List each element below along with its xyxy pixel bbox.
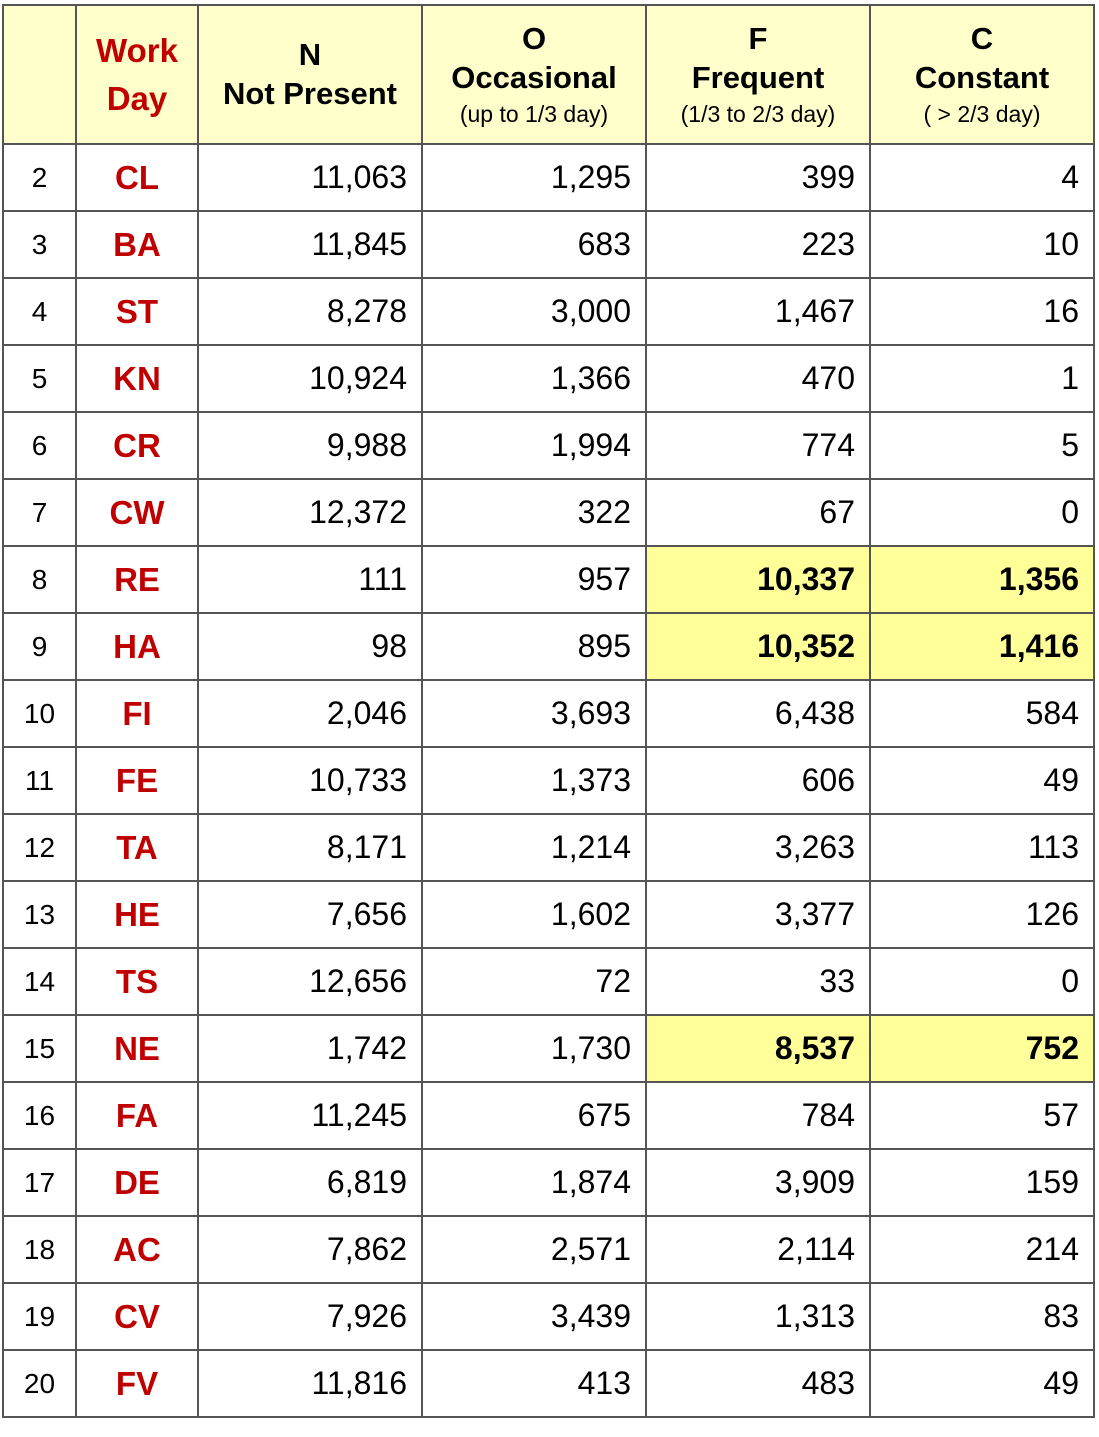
row-index: 3 xyxy=(3,211,76,278)
column-code: C xyxy=(970,21,994,57)
work-day-header xyxy=(76,5,198,144)
row-index: 15 xyxy=(3,1015,76,1082)
column-name: Not Present xyxy=(223,75,397,111)
table-row xyxy=(3,144,1094,211)
constant-value: 1,416 xyxy=(870,613,1094,680)
row-index: 5 xyxy=(3,345,76,412)
row-index: 2 xyxy=(3,144,76,211)
occasional-value: 675 xyxy=(422,1082,646,1149)
column-subtitle: (up to 1/3 day) xyxy=(459,100,609,127)
not-present-value: 7,862 xyxy=(198,1216,422,1283)
row-index: 19 xyxy=(3,1283,76,1350)
column-subtitle: ( > 2/3 day) xyxy=(923,100,1041,127)
not-present-value: 7,656 xyxy=(198,881,422,948)
constant-value: 83 xyxy=(870,1283,1094,1350)
table-row xyxy=(3,345,1094,412)
work-day-code: CV xyxy=(76,1283,198,1350)
occasional-header xyxy=(422,5,646,144)
frequent-value: 606 xyxy=(646,747,870,814)
row-index: 12 xyxy=(3,814,76,881)
constant-value: 1 xyxy=(870,345,1094,412)
work-day-code: FV xyxy=(76,1350,198,1417)
not-present-value: 12,372 xyxy=(198,479,422,546)
occasional-value: 3,693 xyxy=(422,680,646,747)
column-code: O xyxy=(521,21,547,57)
frequent-value: 3,909 xyxy=(646,1149,870,1216)
row-index: 20 xyxy=(3,1350,76,1417)
occasional-value: 1,730 xyxy=(422,1015,646,1082)
work-day-code: NE xyxy=(76,1015,198,1082)
occasional-value: 1,295 xyxy=(422,144,646,211)
work-day-code: HE xyxy=(76,881,198,948)
work-day-code: CR xyxy=(76,412,198,479)
constant-value: 584 xyxy=(870,680,1094,747)
frequent-value: 10,337 xyxy=(646,546,870,613)
table-row xyxy=(3,948,1094,1015)
not-present-value: 9,988 xyxy=(198,412,422,479)
occasional-value: 895 xyxy=(422,613,646,680)
row-index: 7 xyxy=(3,479,76,546)
constant-value: 159 xyxy=(870,1149,1094,1216)
not-present-value: 2,046 xyxy=(198,680,422,747)
work-day-code: TS xyxy=(76,948,198,1015)
frequent-value: 3,377 xyxy=(646,881,870,948)
table-row xyxy=(3,1216,1094,1283)
occasional-value: 2,571 xyxy=(422,1216,646,1283)
frequent-value: 67 xyxy=(646,479,870,546)
not-present-value: 7,926 xyxy=(198,1283,422,1350)
not-present-value: 1,742 xyxy=(198,1015,422,1082)
frequent-value: 10,352 xyxy=(646,613,870,680)
occasional-value: 1,214 xyxy=(422,814,646,881)
table-row xyxy=(3,546,1094,613)
table-row xyxy=(3,412,1094,479)
frequent-value: 399 xyxy=(646,144,870,211)
work-day-code: AC xyxy=(76,1216,198,1283)
column-subtitle: (1/3 to 2/3 day) xyxy=(680,100,836,127)
row-index: 16 xyxy=(3,1082,76,1149)
occasional-value: 3,439 xyxy=(422,1283,646,1350)
occasional-value: 1,373 xyxy=(422,747,646,814)
table-row xyxy=(3,1149,1094,1216)
row-index: 11 xyxy=(3,747,76,814)
occasional-value: 1,366 xyxy=(422,345,646,412)
not-present-value: 98 xyxy=(198,613,422,680)
work-day-code: KN xyxy=(76,345,198,412)
constant-value: 1,356 xyxy=(870,546,1094,613)
frequent-value: 33 xyxy=(646,948,870,1015)
work-day-code: FA xyxy=(76,1082,198,1149)
occasional-value: 1,874 xyxy=(422,1149,646,1216)
frequent-value: 6,438 xyxy=(646,680,870,747)
frequent-value: 8,537 xyxy=(646,1015,870,1082)
occasional-value: 1,602 xyxy=(422,881,646,948)
constant-value: 49 xyxy=(870,747,1094,814)
not-present-value: 11,245 xyxy=(198,1082,422,1149)
row-index: 10 xyxy=(3,680,76,747)
frequent-value: 3,263 xyxy=(646,814,870,881)
table-row xyxy=(3,1082,1094,1149)
row-index: 8 xyxy=(3,546,76,613)
not-present-value: 11,816 xyxy=(198,1350,422,1417)
constant-header xyxy=(870,5,1094,144)
table-row xyxy=(3,479,1094,546)
frequent-value: 223 xyxy=(646,211,870,278)
table-row xyxy=(3,1350,1094,1417)
not-present-header xyxy=(198,5,422,144)
frequent-value: 774 xyxy=(646,412,870,479)
column-code: N xyxy=(298,36,322,72)
occasional-value: 1,994 xyxy=(422,412,646,479)
work-day-header-line1: Work xyxy=(96,31,178,69)
column-name: Frequent xyxy=(691,60,825,96)
row-index: 9 xyxy=(3,613,76,680)
table-row xyxy=(3,1283,1094,1350)
work-day-code: FE xyxy=(76,747,198,814)
work-day-code: RE xyxy=(76,546,198,613)
not-present-value: 10,924 xyxy=(198,345,422,412)
occasional-value: 3,000 xyxy=(422,278,646,345)
constant-value: 10 xyxy=(870,211,1094,278)
row-index: 14 xyxy=(3,948,76,1015)
table-row xyxy=(3,211,1094,278)
column-name: Constant xyxy=(914,60,1050,96)
occasional-value: 72 xyxy=(422,948,646,1015)
work-day-code: CL xyxy=(76,144,198,211)
constant-value: 126 xyxy=(870,881,1094,948)
frequent-value: 483 xyxy=(646,1350,870,1417)
not-present-value: 8,278 xyxy=(198,278,422,345)
work-day-code: HA xyxy=(76,613,198,680)
table-row xyxy=(3,881,1094,948)
constant-value: 0 xyxy=(870,948,1094,1015)
not-present-value: 12,656 xyxy=(198,948,422,1015)
occasional-value: 322 xyxy=(422,479,646,546)
frequent-value: 2,114 xyxy=(646,1216,870,1283)
not-present-value: 6,819 xyxy=(198,1149,422,1216)
work-day-code: ST xyxy=(76,278,198,345)
row-index: 18 xyxy=(3,1216,76,1283)
work-day-header-line2: Day xyxy=(106,79,168,117)
frequent-value: 784 xyxy=(646,1082,870,1149)
constant-value: 49 xyxy=(870,1350,1094,1417)
not-present-value: 111 xyxy=(198,546,422,613)
frequent-value: 1,467 xyxy=(646,278,870,345)
table-row xyxy=(3,814,1094,881)
table-row xyxy=(3,278,1094,345)
constant-value: 752 xyxy=(870,1015,1094,1082)
constant-value: 4 xyxy=(870,144,1094,211)
not-present-value: 11,845 xyxy=(198,211,422,278)
table-row xyxy=(3,747,1094,814)
work-day-code: CW xyxy=(76,479,198,546)
not-present-value: 10,733 xyxy=(198,747,422,814)
index-header xyxy=(3,5,76,144)
not-present-value: 8,171 xyxy=(198,814,422,881)
column-name: Occasional xyxy=(451,60,617,96)
occasional-value: 683 xyxy=(422,211,646,278)
work-day-code: FI xyxy=(76,680,198,747)
row-index: 17 xyxy=(3,1149,76,1216)
occasional-value: 957 xyxy=(422,546,646,613)
row-index: 13 xyxy=(3,881,76,948)
not-present-value: 11,063 xyxy=(198,144,422,211)
constant-value: 57 xyxy=(870,1082,1094,1149)
table-row xyxy=(3,680,1094,747)
row-index: 4 xyxy=(3,278,76,345)
work-day-code: BA xyxy=(76,211,198,278)
occasional-value: 413 xyxy=(422,1350,646,1417)
column-code: F xyxy=(748,21,768,57)
row-index: 6 xyxy=(3,412,76,479)
constant-value: 0 xyxy=(870,479,1094,546)
frequent-value: 470 xyxy=(646,345,870,412)
work-day-code: TA xyxy=(76,814,198,881)
frequency-table xyxy=(2,4,1095,1418)
frequent-value: 1,313 xyxy=(646,1283,870,1350)
constant-value: 5 xyxy=(870,412,1094,479)
table-body xyxy=(3,144,1094,1417)
constant-value: 214 xyxy=(870,1216,1094,1283)
frequent-header xyxy=(646,5,870,144)
table-row xyxy=(3,1015,1094,1082)
header-row xyxy=(3,5,1094,144)
constant-value: 16 xyxy=(870,278,1094,345)
work-day-code: DE xyxy=(76,1149,198,1216)
table-row xyxy=(3,613,1094,680)
constant-value: 113 xyxy=(870,814,1094,881)
